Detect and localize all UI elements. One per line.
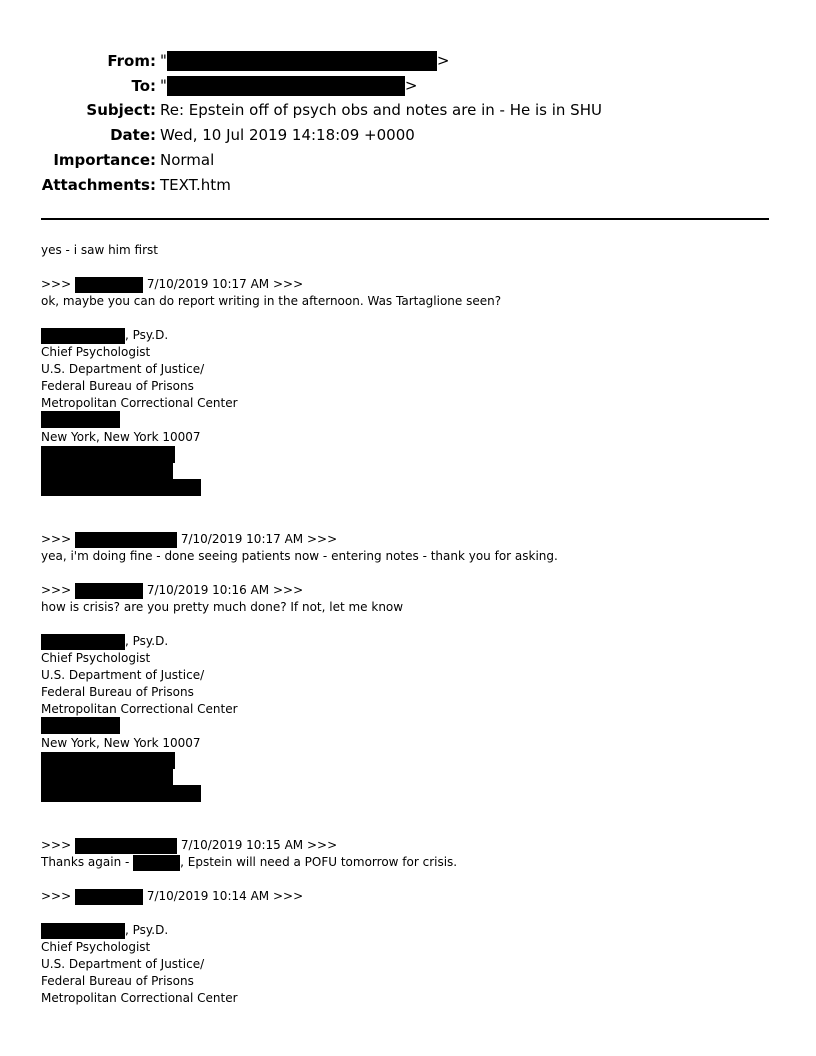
subject-label: Subject: [86, 101, 156, 119]
signature-line: Metropolitan Correctional Center [41, 991, 238, 1005]
from-row [0, 51, 449, 73]
message-text: Thanks again - , Epstein will need a POFU tomorrow for crisis. [41, 855, 458, 869]
redaction-block [41, 411, 120, 428]
redaction-block [75, 889, 143, 905]
signature-line: U.S. Department of Justice/ [41, 362, 205, 376]
redaction-block [41, 717, 120, 734]
quote-header: >>> 7/10/2019 10:15 AM >>> [41, 838, 338, 852]
signature-line: Federal Bureau of Prisons [41, 685, 194, 699]
from-value: " > [160, 51, 450, 70]
redaction-block [41, 479, 201, 496]
signature-line: Federal Bureau of Prisons [41, 379, 194, 393]
attachments-row [0, 176, 231, 198]
redaction-block [41, 462, 173, 480]
quote-header: >>> 7/10/2019 10:16 AM >>> [41, 583, 304, 597]
from-label: From: [107, 51, 156, 70]
signature-city: New York, New York 10007 [41, 430, 201, 444]
redaction-block [41, 923, 125, 939]
quote-header: >>> 7/10/2019 10:17 AM >>> [41, 277, 304, 291]
signature-name: , Psy.D. [41, 922, 168, 939]
importance-value: Normal [160, 151, 215, 169]
signature-line: U.S. Department of Justice/ [41, 668, 205, 682]
date-value: Wed, 10 Jul 2019 14:18:09 +0000 [160, 126, 415, 144]
quote-header: >>> 7/10/2019 10:17 AM >>> [41, 532, 338, 546]
signature-line: Federal Bureau of Prisons [41, 974, 194, 988]
attachments-value: TEXT.htm [160, 176, 231, 194]
redaction-block [41, 446, 175, 463]
signature-name: , Psy.D. [41, 327, 168, 344]
subject-value: Re: Epstein off of psych obs and notes are in - He is in SHU [160, 101, 602, 119]
message-text: how is crisis? are you pretty much done? If not, let me know [41, 600, 404, 614]
importance-row [0, 151, 214, 173]
redaction-block [41, 634, 125, 650]
signature-title: Chief Psychologist [41, 940, 151, 954]
importance-label: Importance: [53, 151, 156, 169]
signature-name: , Psy.D. [41, 633, 168, 650]
redaction-block [133, 855, 180, 871]
redaction-block [41, 785, 201, 802]
quote-header: >>> 7/10/2019 10:14 AM >>> [41, 889, 304, 903]
header-divider [41, 218, 769, 220]
signature-line: U.S. Department of Justice/ [41, 957, 205, 971]
reply-text: yes - i saw him first [41, 243, 158, 257]
message-text: yea, i'm doing fine - done seeing patients now - entering notes - thank you for asking. [41, 549, 558, 563]
redaction-block [75, 277, 143, 293]
message-text: ok, maybe you can do report writing in the afternoon. Was Tartaglione seen? [41, 294, 502, 308]
to-value: " > [160, 76, 418, 95]
redaction-block [167, 51, 437, 71]
to-label: To: [131, 76, 156, 95]
redaction-block [75, 838, 177, 854]
date-row [0, 126, 415, 148]
date-label: Date: [110, 126, 156, 144]
redaction-block [41, 752, 175, 769]
signature-city: New York, New York 10007 [41, 736, 201, 750]
redaction-block [75, 583, 143, 599]
redaction-block [41, 768, 173, 786]
redaction-block [41, 328, 125, 344]
to-row [0, 76, 417, 98]
redaction-block [167, 76, 405, 96]
signature-title: Chief Psychologist [41, 651, 151, 665]
redaction-block [75, 532, 177, 548]
attachments-label: Attachments: [41, 176, 156, 194]
signature-title: Chief Psychologist [41, 345, 151, 359]
signature-line: Metropolitan Correctional Center [41, 396, 238, 410]
subject-row [0, 101, 602, 123]
signature-line: Metropolitan Correctional Center [41, 702, 238, 716]
